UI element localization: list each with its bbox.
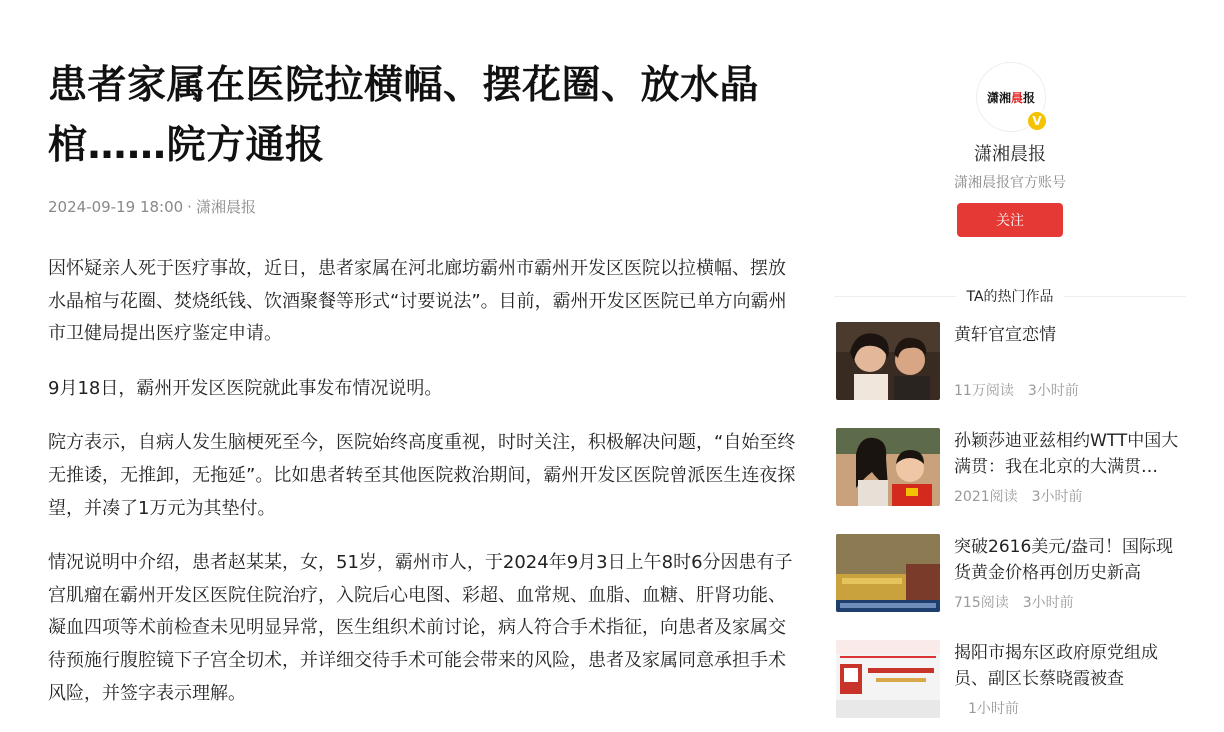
author-description: 潇湘晨报官方账号 — [954, 175, 1066, 191]
post-time: 1小时前 — [968, 701, 1019, 717]
paragraph: 情况说明中介绍，患者赵某某，女，51岁，霸州市人，于2024年9月3日上午8时6分因患有子宫肌瘤在霸州开发区医院住院治疗，入院后心电图、彩超、血常规、血脂、血糖、肝肾功能、凝血四项等术前检查未见明显异常，医生组织术前讨论，病人符合手术指征，向患者及家属交待预施行腹腔镜下子宫全切术，并详细交待手术可能会带来的风险，患者及家属同意承担手术风险，并签字表示理解。 — [48, 552, 793, 704]
paragraph: 院方表示，自病人发生脑梗死至今，医院始终高度重视，时时关注，积极解决问题，“自始至终无推诿，无推卸，无拖延”。比如患者转至其他医院救治期间，霸州开发区医院曾派医生连夜探望，并凑了1万元为其垫付。 — [48, 432, 796, 519]
article-source[interactable]: 潇湘晨报 — [195, 198, 256, 216]
paragraph: 9月18日，霸州开发区医院就此事发布情况说明。 — [48, 377, 443, 399]
hot-item-title[interactable]: 突破2616美元/盎司！国际现货黄金价格再创历史新高 — [954, 537, 1173, 583]
read-count: 715阅读 — [954, 595, 1009, 611]
hot-item-title[interactable]: 黄轩官宣恋情 — [954, 325, 1056, 345]
hot-works-header — [834, 286, 1186, 306]
hot-item[interactable] — [834, 322, 1186, 402]
hot-item-meta — [954, 698, 1019, 718]
post-time: 3小时前 — [1031, 489, 1083, 505]
article-meta — [48, 196, 796, 217]
hot-item-thumbnail[interactable] — [836, 534, 940, 612]
article-title: 患者家属在医院拉横幅、摆花圈、放水晶棺……院方通报 — [48, 63, 760, 168]
hot-item[interactable] — [834, 428, 1186, 508]
paragraph: 因怀疑亲人死于医疗事故，近日，患者家属在河北廊坊霸州市霸州开发区医院以拉横幅、摆放水晶棺与花圈、焚烧纸钱、饮酒聚餐等形式“讨要说法”。目前，霸州开发区医院已单方向霸州市卫健局提出医疗鉴定申请。 — [48, 258, 787, 345]
post-time: 3小时前 — [1027, 383, 1079, 399]
read-count: 11万阅读 — [954, 383, 1014, 399]
hot-item-meta — [954, 380, 1079, 400]
hot-item-title[interactable]: 孙颖莎迪亚兹相约WTT中国大满贯：我在北京的大满贯… — [954, 431, 1179, 477]
divider — [1064, 296, 1186, 297]
hot-item[interactable] — [834, 640, 1186, 720]
post-time: 3小时前 — [1022, 595, 1074, 611]
hot-item-thumbnail[interactable] — [836, 322, 940, 400]
hot-item-meta — [954, 592, 1074, 612]
article-body — [48, 253, 796, 710]
follow-button[interactable]: 关注 — [957, 203, 1063, 237]
hot-item-meta — [954, 486, 1083, 506]
meta-separator: · — [187, 198, 192, 216]
article — [48, 56, 796, 732]
verified-badge-icon: V — [1026, 110, 1048, 132]
avatar-logo: 潇湘晨报 — [986, 90, 1036, 105]
hot-item-title[interactable]: 揭阳市揭东区政府原党组成员、副区长蔡晓霞被查 — [954, 643, 1158, 689]
publish-date: 2024-09-19 18:00 — [48, 198, 184, 216]
hot-item[interactable] — [834, 534, 1186, 614]
author-name[interactable]: 潇湘晨报 — [974, 144, 1046, 165]
hot-item-thumbnail[interactable] — [836, 640, 940, 718]
sidebar — [834, 0, 1186, 720]
hot-works-title: TA的热门作品 — [966, 289, 1054, 305]
hot-item-thumbnail[interactable] — [836, 428, 940, 506]
read-count: 2021阅读 — [954, 489, 1018, 505]
divider — [834, 296, 956, 297]
